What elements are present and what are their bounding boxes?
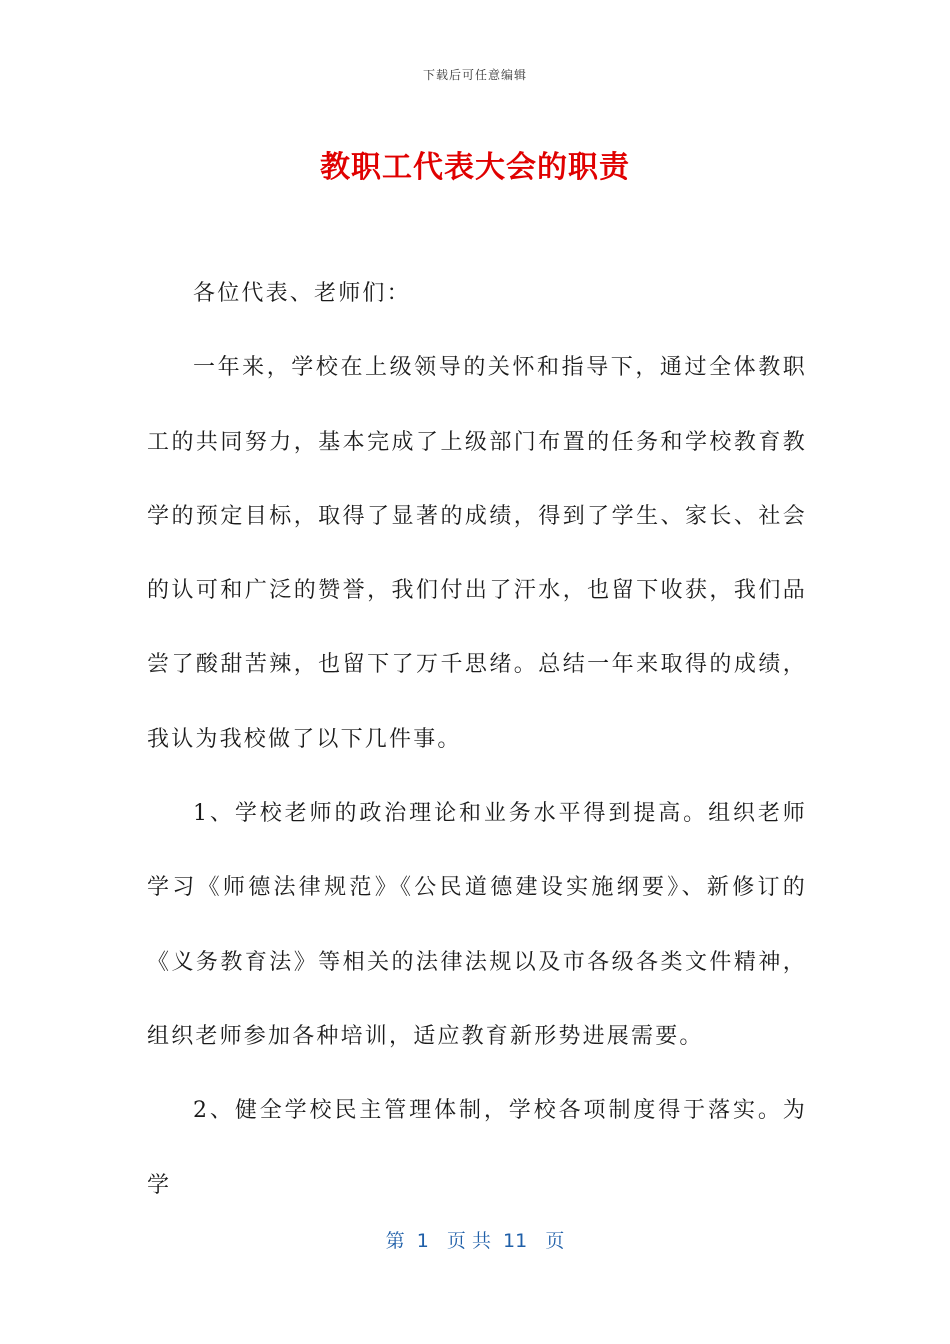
document-title: 教职工代表大会的职责 xyxy=(320,150,630,185)
paragraph-item-1: 1、学校老师的政治理论和业务水平得到提高。组织老师学习《师德法律规范》《公民道德建设实施纲要》、新修订的《义务教育法》等相关的法律法规以及市各级各类文件精神，组织老师参加各种培训，适应教育新形势进展需要。 xyxy=(147,801,807,1049)
paragraph-greeting: 各位代表、老师们： xyxy=(193,281,411,306)
header-note: 下载后可任意编辑 xyxy=(422,68,527,82)
paragraph-item-2: 2、健全学校民主管理体制，学校各项制度得于落实。为学 xyxy=(147,1098,807,1198)
document-body xyxy=(147,257,807,1223)
page-number: 第 1 页 共 11 页 xyxy=(385,1230,565,1252)
paragraph-intro: 一年来，学校在上级领导的关怀和指导下，通过全体教职工的共同努力，基本完成了上级部门布置的任务和学校教育教学的预定目标，取得了显著的成绩，得到了学生、家长、社会的认可和广泛的赞誉，我们付出了汗水，也留下收获，我们品尝了酸甜苦辣，也留下了万千思绪。总结一年来取得的成绩，我认为我校做了以下几件事。 xyxy=(147,355,807,752)
